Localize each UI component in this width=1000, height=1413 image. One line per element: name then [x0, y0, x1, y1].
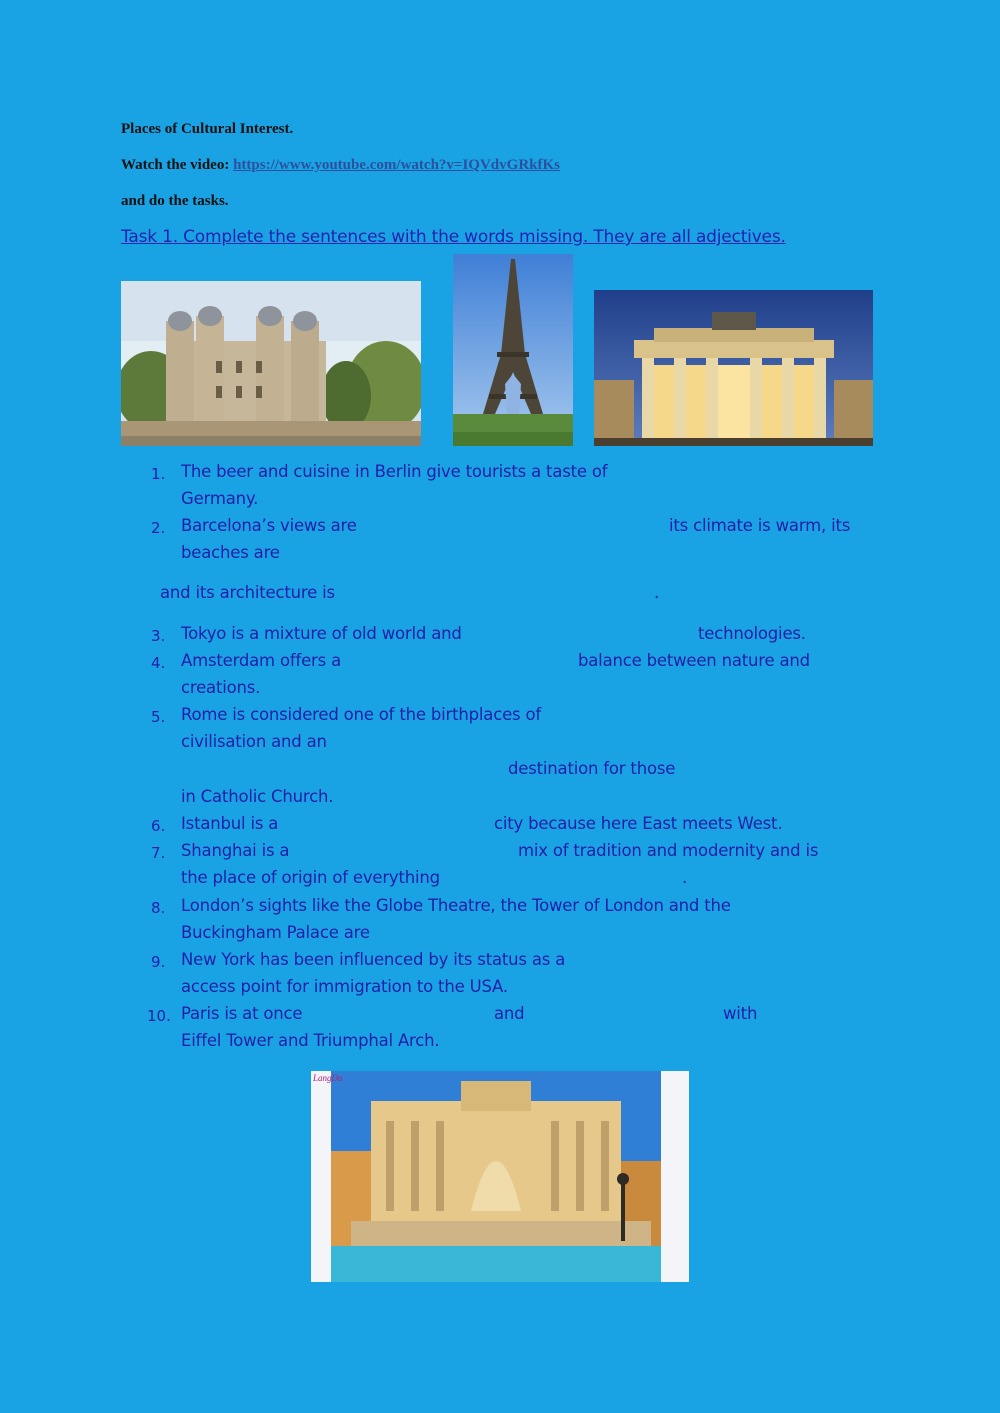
watermark-label: LangDa [313, 1073, 343, 1083]
item-number: 8. [151, 899, 166, 917]
sentence-text: and [494, 1004, 525, 1023]
sentence-text: its climate is warm, its [669, 516, 851, 535]
sentence-text: beaches are [181, 543, 280, 562]
sentence-text: and its architecture is [160, 583, 335, 602]
item-number: 1. [151, 465, 166, 483]
task1-heading: Task 1. Complete the sentences with the words missing. They are all adjectives. [121, 227, 786, 247]
item-number: 3. [151, 627, 166, 645]
eiffel-tower-image [453, 254, 573, 446]
watch-line [121, 157, 560, 174]
page-title: Places of Cultural Interest. [121, 121, 294, 137]
sentence-text: Buckingham Palace are [181, 923, 370, 942]
sentence-text: mix of tradition and modernity and is [518, 841, 819, 860]
sentence-text: access point for immigration to the USA. [181, 977, 508, 996]
sentence-text: Barcelona’s views are [181, 516, 357, 535]
item-number: 4. [151, 654, 166, 672]
watch-label: Watch the video: [121, 157, 230, 173]
sentence-text: technologies. [698, 624, 806, 643]
tower-of-london-image [121, 281, 421, 446]
sentence-text: Germany. [181, 489, 259, 508]
sentence-text: with [723, 1004, 758, 1023]
item-number: 10. [147, 1007, 171, 1025]
item-number: 7. [151, 844, 166, 862]
sentence-text: The beer and cuisine in Berlin give tourists a taste of [181, 462, 608, 481]
trevi-fountain-image [311, 1071, 689, 1282]
video-link[interactable]: https://www.youtube.com/watch?v=IQVdvGRkfKs [233, 157, 560, 173]
item-number: 6. [151, 817, 166, 835]
item-number: 9. [151, 953, 166, 971]
sentence-text: Amsterdam offers a [181, 651, 341, 670]
sentence-text: Shanghai is a [181, 841, 290, 860]
sentence-text: balance between nature and [578, 651, 810, 670]
sentence-text: destination for those [508, 759, 676, 778]
sentence-text: civilisation and an [181, 732, 327, 751]
sentence-text: Rome is considered one of the birthplaces of [181, 705, 541, 724]
tasks-line: and do the tasks. [121, 193, 229, 209]
sentence-text: creations. [181, 678, 261, 697]
sentence-text: in Catholic Church. [181, 787, 334, 806]
sentence-text: . [654, 583, 660, 602]
sentence-text: London’s sights like the Globe Theatre, the Tower of London and the [181, 896, 731, 915]
sentence-text: Paris is at once [181, 1004, 303, 1023]
item-number: 5. [151, 708, 166, 726]
sentence-text: Eiffel Tower and Triumphal Arch. [181, 1031, 440, 1050]
sentence-text: the place of origin of everything [181, 868, 440, 887]
sentence-text: city because here East meets West. [494, 814, 783, 833]
sentence-text: Istanbul is a [181, 814, 279, 833]
brandenburg-gate-image [594, 290, 873, 446]
sentence-text: . [682, 868, 688, 887]
sentence-text: New York has been influenced by its status as a [181, 950, 566, 969]
sentence-text: Tokyo is a mixture of old world and [181, 624, 462, 643]
item-number: 2. [151, 519, 166, 537]
